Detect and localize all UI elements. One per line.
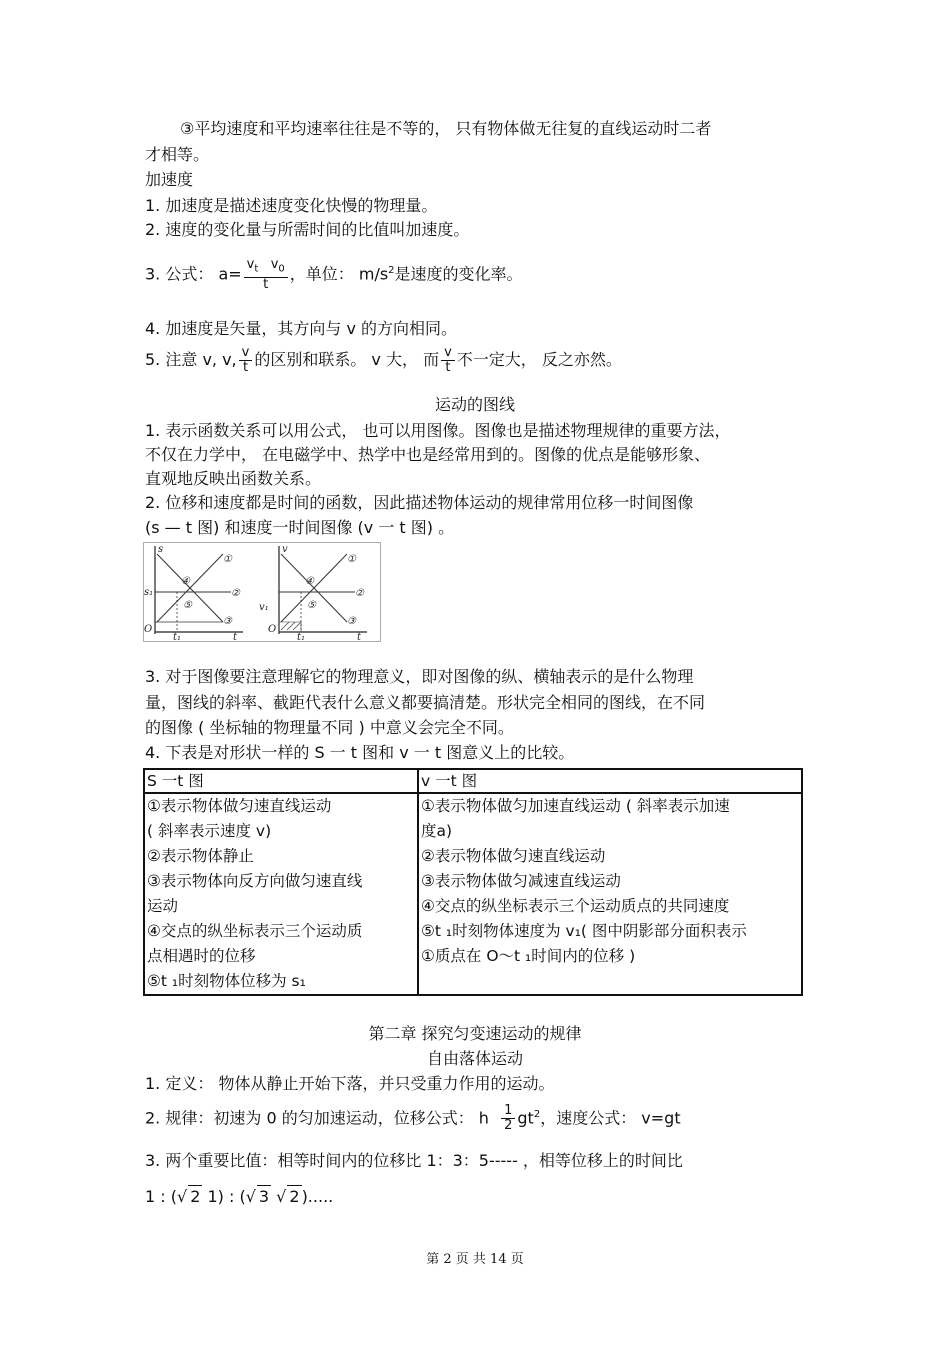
graph-item-2b: (s — t 图) 和速度一时间图像 (v 一 t 图) 。	[145, 518, 455, 537]
table-cell-vt: ①表示物体做匀加速直线运动 ( 斜率表示加速 度a) ②表示物体做匀速直线运动 ③表示物体做匀减速直线运动 ④交点的纵坐标表示三个运动质点的共同速度 ⑤t ₁时刻物体速度为 v₁( 图中阴影部分面积表示 ①质点在 O～t ₁时间内的位移 )	[418, 793, 802, 995]
svg-text:④: ④	[305, 576, 314, 587]
svg-text:t: t	[233, 632, 238, 642]
v-t-graph	[259, 544, 367, 642]
graph-item-1c: 直观地反映出函数关系。	[145, 469, 322, 488]
line-equal: 才相等。	[145, 145, 210, 164]
graph-item-1a: 1. 表示函数关系可以用公式， 也可以用图像。图像也是描述物理规律的重要方法，	[145, 421, 731, 440]
svg-text:s₁: s₁	[144, 587, 154, 598]
heading-free-fall: 自由落体运动	[426, 1049, 523, 1068]
graph-item-4: 4. 下表是对形状一样的 S 一 t 图和 v 一 t 图意义上的比较。	[145, 743, 575, 762]
svg-text:③: ③	[347, 616, 356, 627]
svg-text:⑤: ⑤	[307, 600, 316, 611]
svg-text:O: O	[268, 624, 277, 635]
svg-text:①: ①	[347, 554, 356, 565]
accel-formula-fraction: $\frac{v_t v_0}{t}$	[244, 258, 288, 292]
heading-motion-graph: 运动的图线	[434, 395, 515, 414]
svg-text:O: O	[144, 624, 153, 635]
table-header-st: S 一t 图	[144, 769, 418, 793]
fall-item-2: 2. 规律：初速为 0 的匀加速运动，位移公式： h $\frac{1}{2}$ $gt^2$，速度公式： v=gt	[145, 1103, 681, 1134]
s-t-graph	[144, 544, 243, 642]
heading-acceleration: 加速度	[145, 170, 194, 189]
svg-text:t₁: t₁	[297, 632, 306, 642]
page-footer: 第 2 页 共 14 页	[426, 1252, 524, 1267]
s-t-v-t-figure	[143, 542, 381, 642]
svg-text:t₁: t₁	[173, 632, 182, 642]
fall-item-3: 3. 两个重要比值：相等时间内的位移比 1：3：5----- ，相等位移上的时间比	[145, 1151, 683, 1170]
fall-item-4: 1 : (√ 2 1) : (√ 3 √ 2 ).....	[145, 1187, 334, 1206]
comparison-table	[143, 768, 803, 996]
svg-text:v: v	[282, 544, 288, 555]
svg-text:v₁: v₁	[259, 602, 269, 613]
graph-item-2a: 2. 位移和速度都是时间的函数，因此描述物体运动的规律常用位移一时间图像	[145, 493, 694, 512]
line-avg-speed: ③平均速度和平均速率往往是不等的， 只有物体做无往复的直线运动时二者	[180, 119, 712, 138]
accel-item-5: 5. 注意 v, v, $\frac{v}{t}$ 的区别和联系。 v 大， 而 $\frac{v}{t}$ 不一定大， 反之亦然。	[145, 345, 622, 375]
svg-text:③: ③	[223, 616, 232, 627]
svg-text:⑤: ⑤	[183, 600, 192, 611]
svg-text:②: ②	[355, 588, 364, 599]
svg-text:s: s	[158, 544, 164, 555]
graph-item-3c: 的图像 ( 坐标轴的物理量不同 ) 中意义会完全不同。	[145, 718, 514, 737]
table-cell-st: ①表示物体做匀速直线运动 ( 斜率表示速度 v) ②表示物体静止 ③表示物体向反方向做匀速直线 运动 ④交点的纵坐标表示三个运动质 点相遇时的位移 ⑤t ₁时刻物体位移为 s₁	[144, 793, 418, 995]
chapter-title: 第二章 探究匀变速运动的规律	[368, 1024, 582, 1043]
graph-item-3b: 量，图线的斜率、截距代表什么意义都要搞清楚。形状完全相同的图线，在不同	[145, 693, 706, 712]
graph-item-3a: 3. 对于图像要注意理解它的物理意义，即对图像的纵、横轴表示的是什么物理	[145, 667, 694, 686]
svg-text:②: ②	[231, 588, 240, 599]
svg-text:④: ④	[181, 576, 190, 587]
accel-item-3: 3. 公式： a= $\frac{v_t v_0}{t}$ ，单位： $m/s^2$是速度的变化率。	[145, 257, 523, 292]
table-header-vt: v 一t 图	[418, 769, 802, 793]
svg-text:t: t	[357, 632, 362, 642]
graph-item-1b: 不仅在力学中， 在电磁学中、热学中也是经常用到的。图像的优点是能够形象、	[145, 445, 711, 464]
accel-item-2: 2. 速度的变化量与所需时间的比值叫加速度。	[145, 220, 470, 239]
svg-text:①: ①	[223, 554, 232, 565]
fall-item-1: 1. 定义： 物体从静止开始下落，并只受重力作用的运动。	[145, 1074, 555, 1093]
accel-item-1: 1. 加速度是描述速度变化快慢的物理量。	[145, 196, 438, 215]
accel-item-4: 4. 加速度是矢量，其方向与 v 的方向相同。	[145, 319, 457, 338]
half-fraction: $\frac{1}{2}$	[501, 1104, 515, 1133]
